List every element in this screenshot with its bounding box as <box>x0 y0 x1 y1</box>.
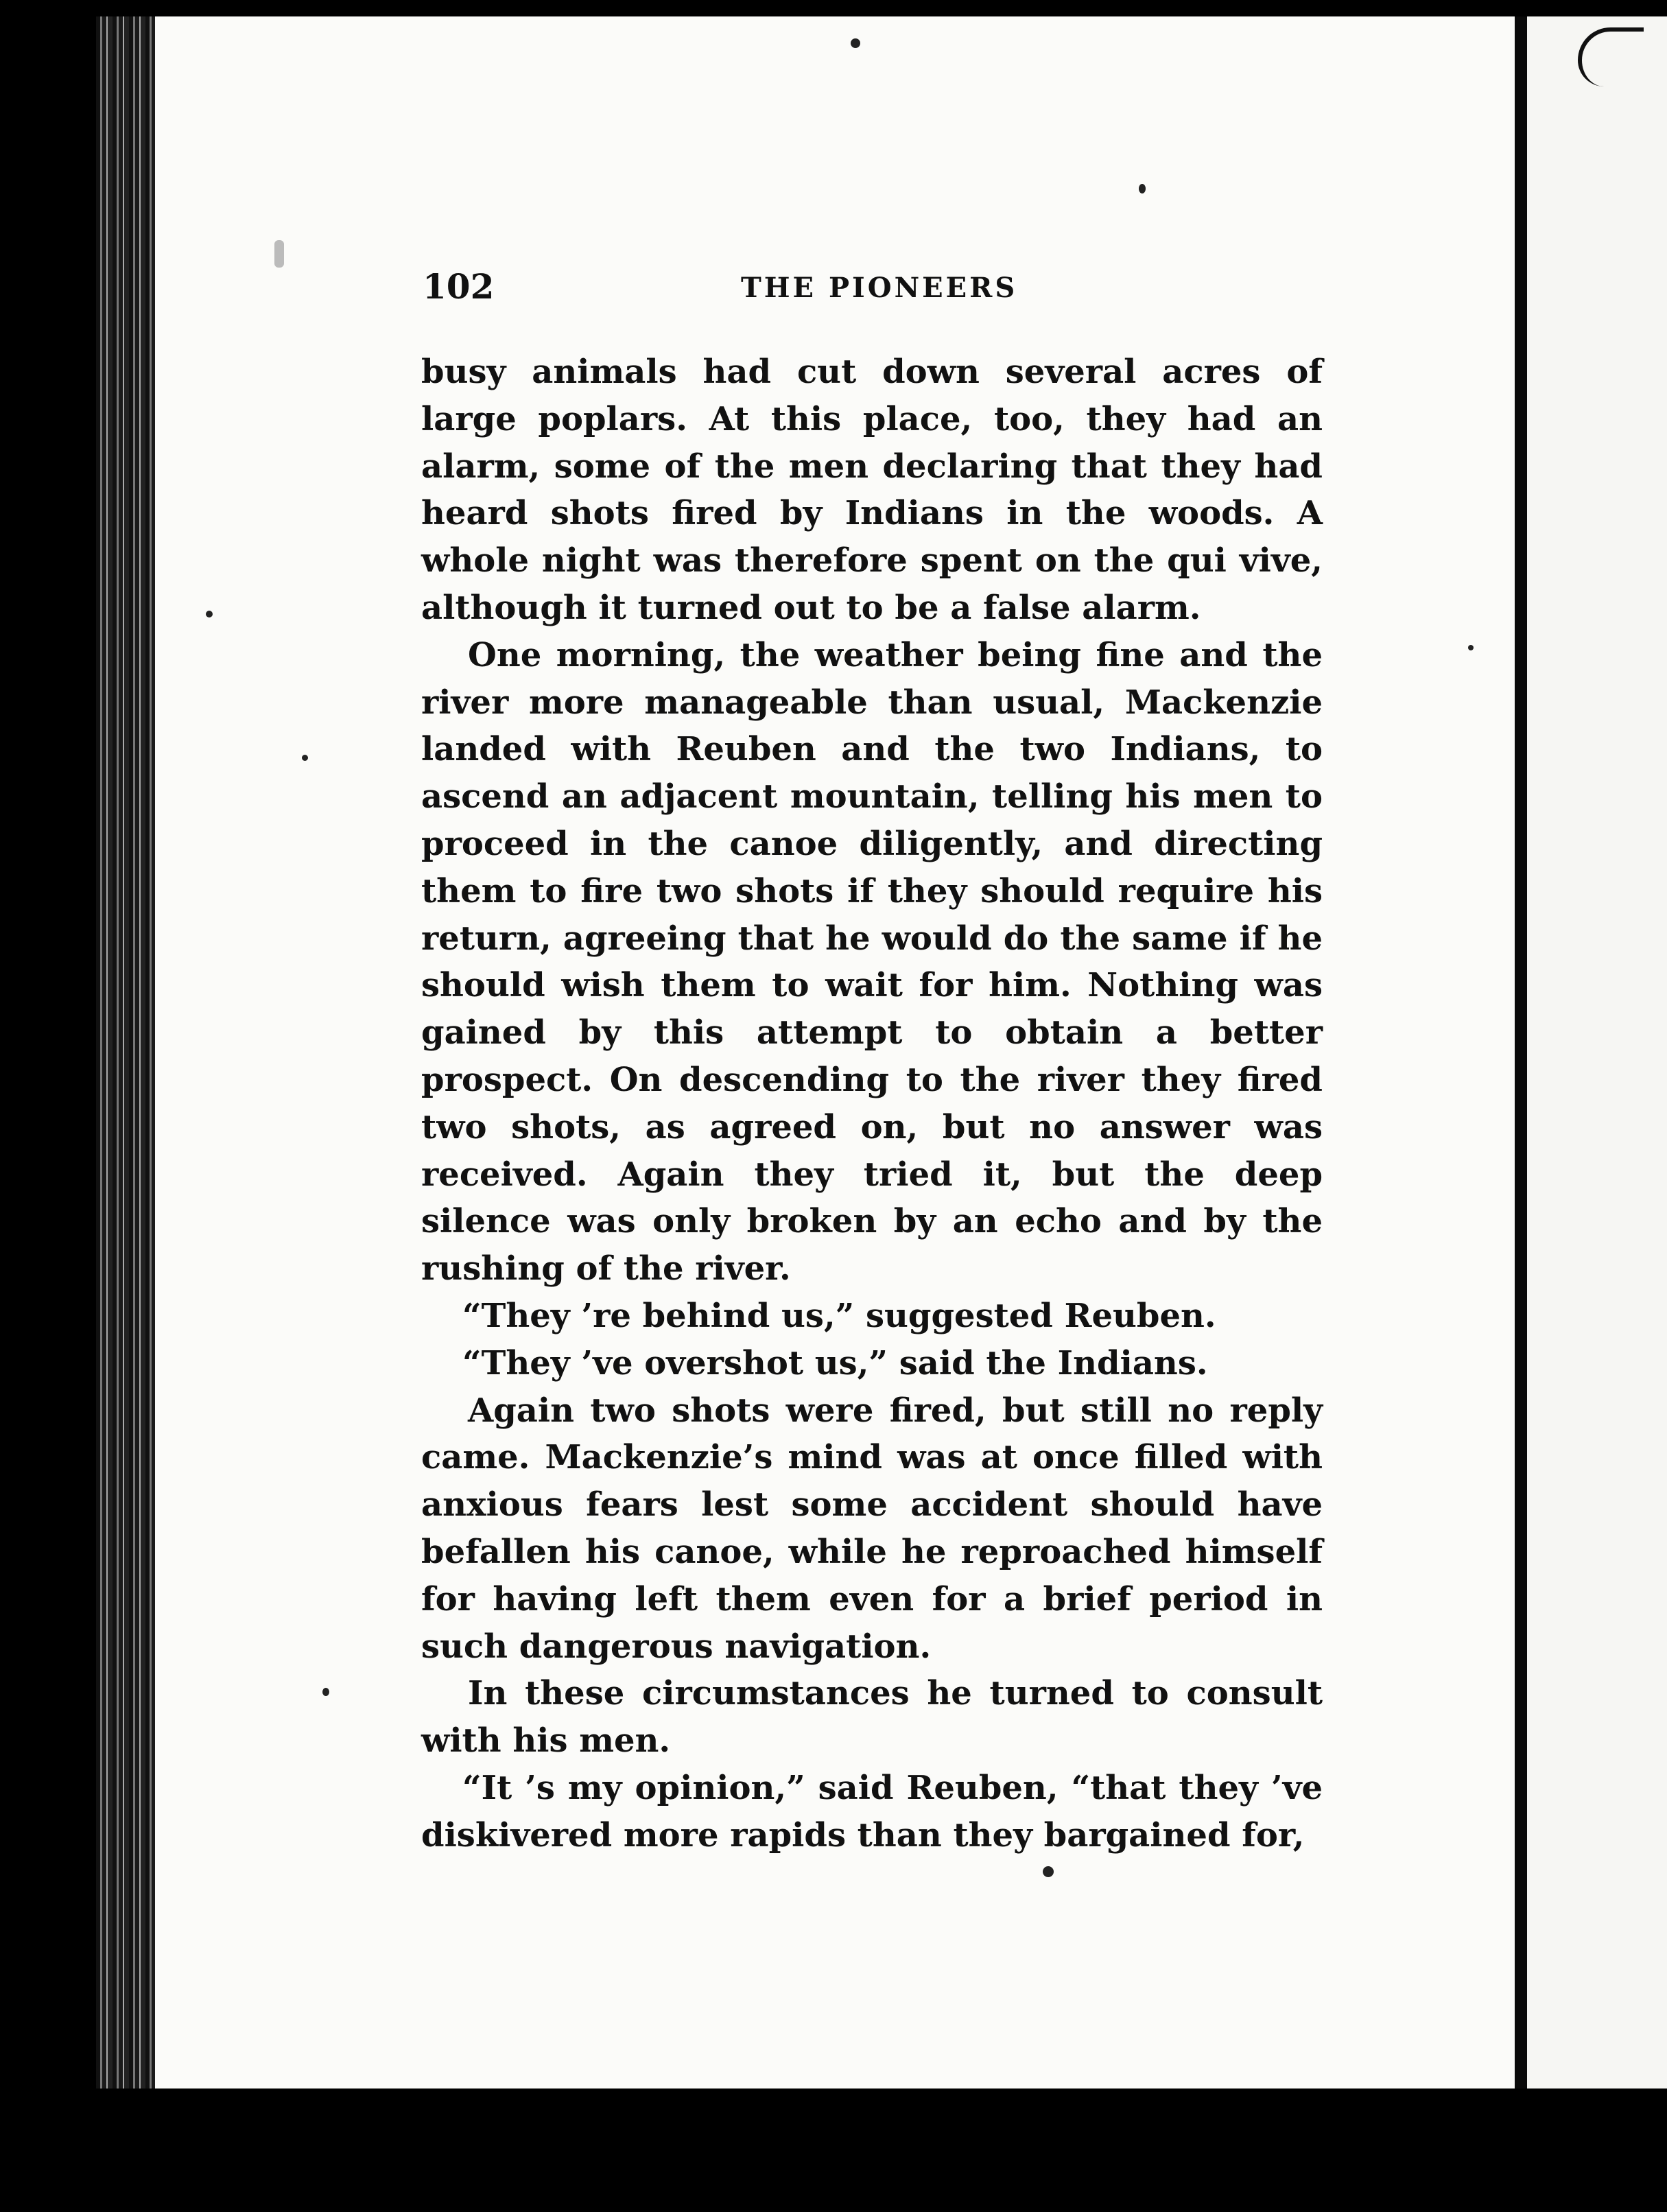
page-header <box>418 266 1324 314</box>
page-number: 102 <box>423 266 495 307</box>
paragraph: Again two shots were fired, but still no reply came. Mackenzie’s mind was at once filled with anxious fears lest some accident should have befallen his canoe, while he reproached himself for having left them even for a brief period in such dangerous navigation. <box>421 1391 1323 1666</box>
paragraph: “It ’s my opinion,” said Reuben, “that they ’ve diskivered more rapids than they bargained for, <box>421 1768 1323 1855</box>
adjacent-page-mark <box>1578 27 1644 86</box>
paragraph: busy animals had cut down several acres of large poplars. At this place, too, they had an alarm, some of the men declaring that they had heard shots fired by Indians in the woods. A whole night was therefore spent on the qui vive, although it turned out to be a false alarm. <box>421 353 1323 627</box>
ink-speck <box>206 611 213 617</box>
paragraph: In these circumstances he turned to consult with his men. <box>421 1674 1323 1761</box>
ink-speck <box>274 240 284 268</box>
running-title: THE PIONEERS <box>741 272 1018 304</box>
paragraph: “They ’re behind us,” suggested Reuben. <box>462 1296 1216 1335</box>
paragraph: One morning, the weather being fine and the river more manageable than usual, Mackenzie landed with Reuben and the two Indians, to ascend an adjacent mountain, telling his men to proceed in the canoe diligently, and directing them to fire two shots if they should require his return, agreeing that he would do the same if he should wish them to wait for him. Nothing was gained by this attempt to obtain a better prospect. On descending to the river they fired two shots, as agreed on, but no answer was received. Again they tried it, but the deep silence was only broken by an echo and by the rushing of the river. <box>421 635 1323 1289</box>
scan-bottom-border <box>0 2089 1667 2212</box>
ink-speck <box>322 1688 329 1696</box>
ink-speck <box>1139 184 1146 193</box>
ink-speck <box>302 755 308 761</box>
paragraph: “They ’ve overshot us,” said the Indians. <box>462 1343 1208 1382</box>
page-gutter <box>1515 16 1527 2095</box>
ink-speck <box>1043 1866 1054 1877</box>
adjacent-page-edge <box>1527 16 1667 2095</box>
page-body <box>421 349 1323 1859</box>
ink-speck <box>851 38 860 48</box>
ink-speck <box>1468 645 1474 650</box>
book-spine-edge <box>96 16 158 2089</box>
